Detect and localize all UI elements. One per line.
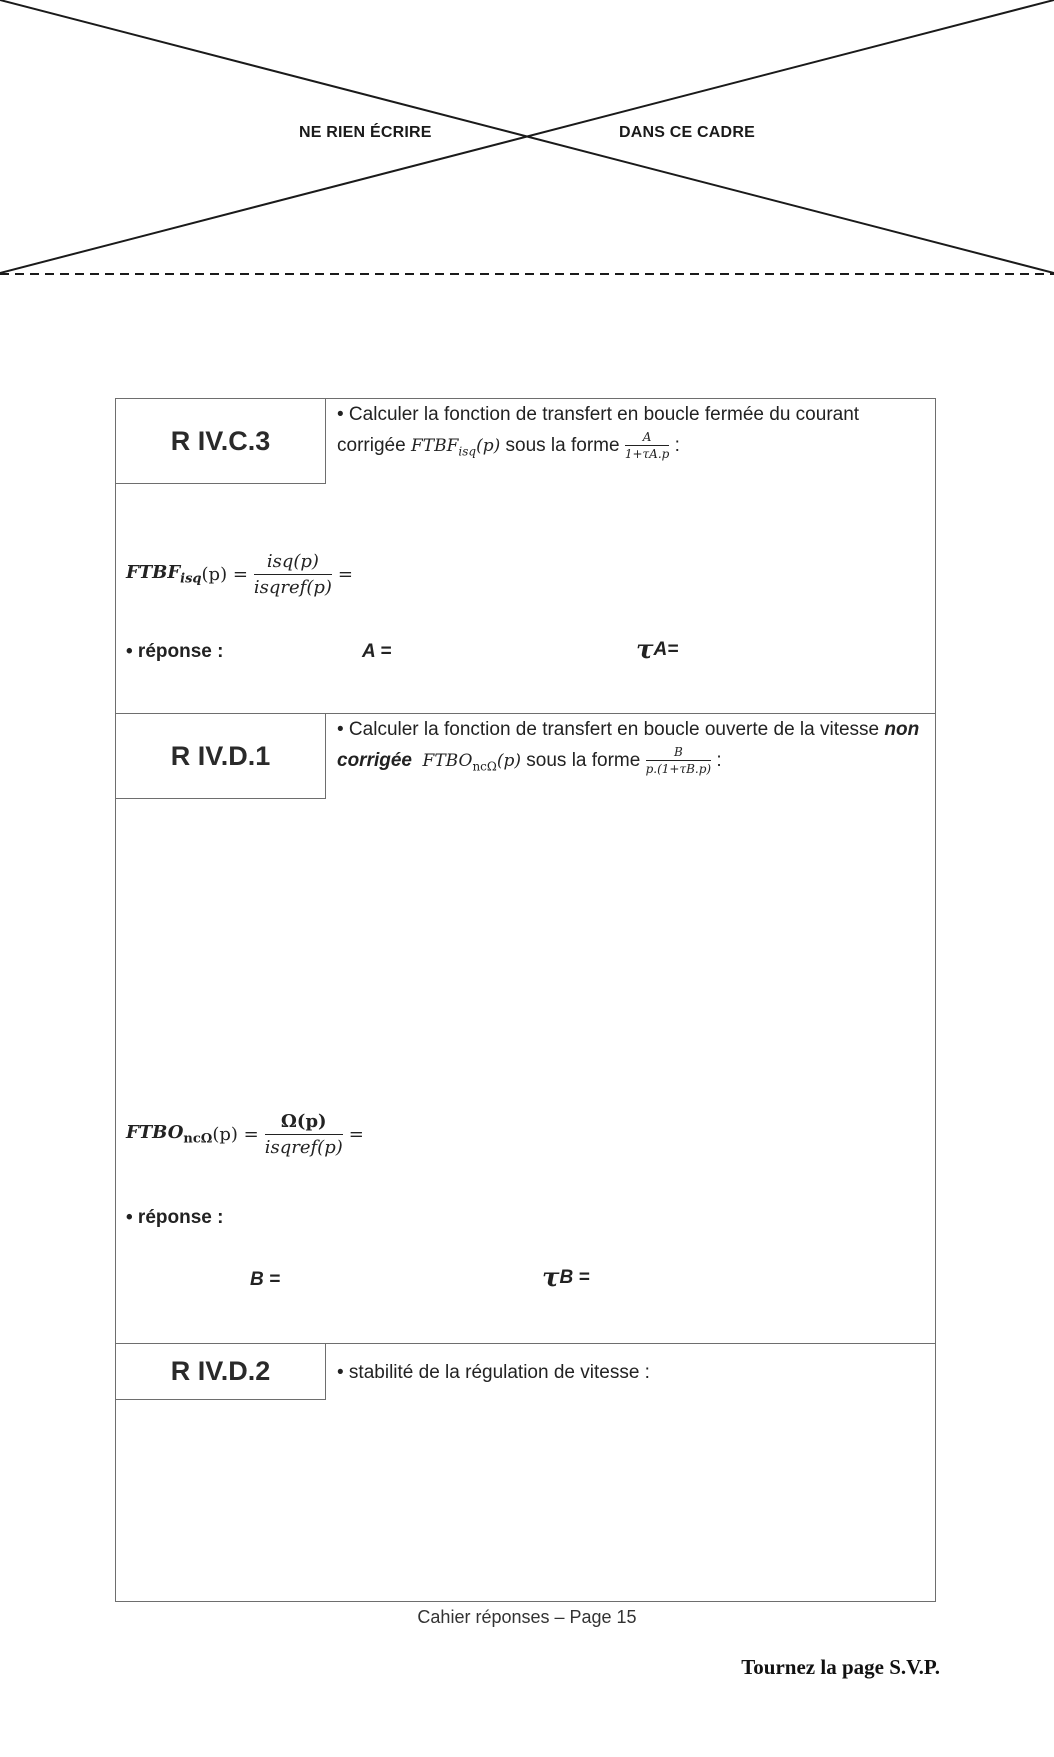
- formula-lhs: $FTBO_{nc\Omega}$: [126, 1122, 213, 1147]
- formula-eq: =: [348, 1124, 364, 1145]
- formula-eq: =: [337, 564, 354, 585]
- header-right-text: DANS CE CADRE: [619, 124, 755, 141]
- formula-den: isqref(p): [264, 1137, 343, 1158]
- page-number: Cahier réponses – Page 15: [417, 1607, 637, 1627]
- question-ivd1: [337, 714, 921, 782]
- section-ref-ivc3: R IV.C.3: [116, 399, 326, 484]
- param-tau-b: τB =: [542, 1263, 590, 1293]
- answer-label-ivd1: • réponse :: [126, 1207, 224, 1228]
- header-left-text: NE RIEN ÉCRIRE: [299, 124, 432, 141]
- formula-fraction: [254, 551, 332, 598]
- question-colon: :: [674, 435, 680, 456]
- answer-frame: [115, 398, 936, 1602]
- form-fraction: $\frac{A}{1+\tau A.p}$: [624, 430, 670, 462]
- question-text: • stabilité de la régulation de vitesse :: [337, 1362, 650, 1383]
- param-tau-a: τA=: [636, 635, 679, 665]
- formula-num: Ω(p): [265, 1111, 343, 1135]
- question-text: • Calculer la fonction de transfert en boucle fermée du courant corrigée: [337, 404, 860, 456]
- param-b: B =: [250, 1269, 281, 1290]
- param-a: A =: [362, 641, 392, 662]
- form-fraction: $\frac{B}{p.(1+\tau B.p)}$: [645, 745, 712, 777]
- question-mid: sous la forme: [505, 435, 620, 456]
- question-text: • Calculer la fonction de transfert en boucle ouverte de la vitesse: [337, 719, 880, 740]
- formula-arg: (p) =: [201, 564, 248, 585]
- formula-arg: (p) =: [212, 1124, 259, 1145]
- answer-label-ivc3: • réponse :: [126, 641, 224, 662]
- section-ref-ivd2: R IV.D.2: [116, 1344, 326, 1400]
- formula-lhs: $FTBF_{isq}$: [126, 562, 202, 587]
- question-mid: sous la forme: [526, 750, 641, 771]
- formula-den: isqref(p): [253, 577, 332, 598]
- question-ivd2: [337, 1357, 921, 1388]
- no-write-zone: [0, 0, 1054, 275]
- math-fn: $FTBF_{isq}(p)$: [410, 436, 501, 459]
- formula-ftbf: [126, 551, 353, 598]
- question-ivc3: [337, 399, 921, 467]
- turn-page-note: Tournez la page S.V.P.: [741, 1655, 940, 1679]
- question-colon: :: [716, 750, 722, 771]
- question-bold: non corrigée: [337, 719, 920, 771]
- math-fn: $FTBO_{nc\Omega}(p)$: [422, 751, 521, 774]
- section-ref-ivd1: R IV.D.1: [116, 714, 326, 799]
- cross-lines: [0, 0, 1054, 275]
- formula-fraction: [265, 1111, 343, 1158]
- formula-ftbo: [126, 1111, 364, 1158]
- formula-num: isq(p): [254, 551, 332, 575]
